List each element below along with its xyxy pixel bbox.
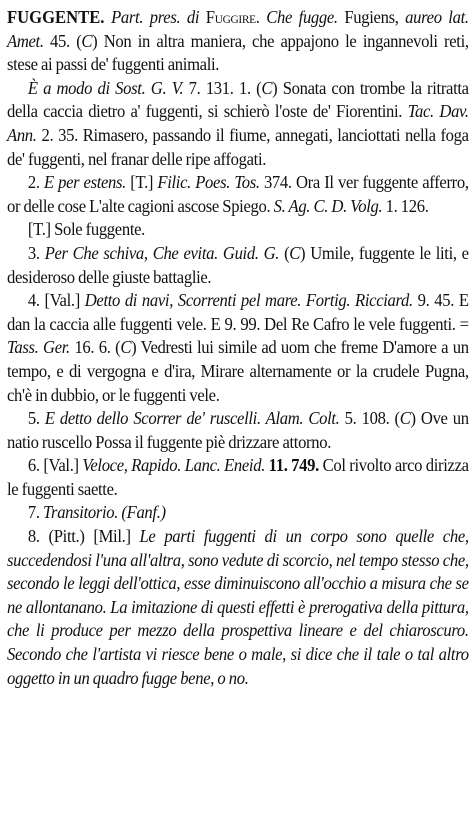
text-run: 7. 131. 1. (: [183, 77, 262, 98]
text-run: ) Vedresti lui simile ad uom che freme D'amore a un tempo, e di vergogna e d'ira, Mirare alternamente or la crudele Pugna, ch'è in dubbio, or le fuggenti vele.: [7, 337, 469, 405]
text-run: [T.] Sole fuggente.: [27, 219, 145, 240]
entry-sense-2: [7, 171, 469, 218]
entry-sense-1: [7, 77, 469, 171]
italic-text: Le parti fuggenti di un corpo sono quelle che, succedendosi l'una all'altra, sono vedute di scorcio, nel tempo stesso che, secondo le leggi dell'ottica, esse diminuiscono all'occhio a misura che se ne allontanano. La imitazione di questi effetti è prerogativa della pittura, che li produce per mezzo della prospettiva lineare e del chiaroscuro. Secondo che l'artista vi riesce bene o male, si dice che il tale o tal altro oggetto in un quadro fugge bene, o no.: [7, 526, 469, 688]
italic-text: Tass. Ger.: [7, 337, 70, 358]
text-run: 4. [Val.]: [27, 290, 85, 311]
entry-sense-7: [7, 454, 469, 501]
text-run: [104, 7, 111, 27]
italic-text: Tac. Dav. Ann.: [7, 101, 469, 145]
italic-text: C: [120, 337, 132, 358]
italic-text: C: [399, 408, 411, 429]
italic-text: Che fugge.: [266, 7, 338, 27]
entry-definition: [7, 6, 469, 77]
italic-text: Veloce, Rapido. Lanc. Eneid.: [82, 455, 266, 476]
text-run: 374. Ora Il ver fuggente afferro, or delle cose L'alte cagioni ascose Spiego.: [7, 172, 469, 216]
dictionary-entry-fuggente: [7, 6, 469, 690]
entry-sense-3: [7, 218, 469, 242]
text-run: .: [255, 7, 267, 27]
entry-sense-9: [7, 525, 469, 690]
italic-text: aureo lat. Amet.: [7, 7, 469, 51]
italic-text: Detto di navi, Scorrenti pel mare. Fortig. Ricciard.: [84, 290, 413, 311]
text-run: 2. 35. Rimasero, passando il fiume, annegati, lanciottati nella foga de' fuggenti, nel franar delle ripe affogati.: [7, 124, 469, 169]
italic-text: E detto dello Scorrer de' ruscelli. Alam. Colt.: [44, 408, 340, 429]
italic-text: Per Che schiva, Che evita. Guid. G.: [44, 242, 280, 263]
text-run: 6. [Val.]: [27, 455, 83, 476]
text-run: ) Umile, fuggente le liti, e desideroso delle giuste battaglie.: [7, 242, 469, 287]
text-run: ) Sonata con trombe la ritratta della caccia dietro a' fuggenti, si schierò l'oste de' Fiorentini.: [7, 77, 469, 122]
italic-text: Filic. Poes. Tos.: [157, 172, 260, 193]
italic-text: Transitorio. (Fanf.): [43, 502, 166, 523]
bold-text: 11. 749.: [268, 455, 319, 476]
text-run: ) Ove un natio ruscello Possa il fuggente piè drizzare attorno.: [7, 408, 469, 452]
entry-sense-6: [7, 407, 469, 454]
text-run: 45. (: [43, 30, 82, 51]
italic-text: Part. pres. di: [111, 7, 206, 27]
entry-sense-8: [7, 501, 469, 525]
text-run: 1. 126.: [382, 195, 429, 216]
text-run: Fugiens,: [337, 7, 406, 27]
italic-text: C: [261, 77, 273, 98]
text-run: 3.: [27, 242, 45, 263]
entry-sense-4: [7, 242, 469, 289]
italic-text: È a modo di Sost. G. V.: [27, 77, 184, 98]
small-caps-text: Fuggire: [205, 7, 256, 27]
italic-text: C: [289, 242, 301, 263]
text-run: (: [279, 242, 290, 263]
italic-text: E per estens.: [43, 172, 127, 193]
text-run: 5. 108. (: [339, 408, 400, 429]
text-run: 2.: [27, 172, 44, 193]
italic-text: C: [81, 30, 93, 51]
text-run: [T.]: [126, 172, 158, 193]
italic-text: S. Ag. C. D. Volg.: [273, 195, 383, 216]
text-run: ) Non in altra maniera, che appajono le ingannevoli reti, stese ai passi de' fuggenti animali.: [7, 30, 469, 75]
text-run: 8. (Pitt.) [Mil.]: [27, 526, 140, 547]
headword: FUGGENTE.: [7, 7, 105, 27]
entry-sense-5: [7, 289, 469, 407]
text-run: 9. 45. E dan la caccia alle fuggenti vele. E 9. 99. Del Re Cafro le vele fuggenti. =: [7, 290, 469, 334]
text-run: 5.: [27, 408, 45, 429]
text-run: 7.: [27, 502, 44, 523]
text-run: Col rivolto arco dirizza le fuggenti saette.: [7, 455, 469, 499]
text-run: 16. 6. (: [69, 337, 121, 358]
